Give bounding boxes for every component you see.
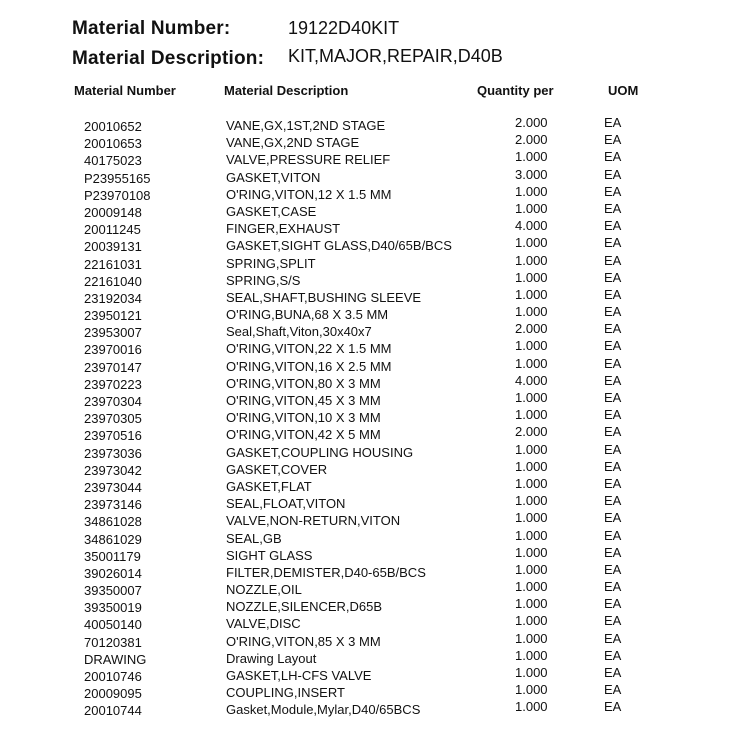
material-number-cell: 34861029 [84,531,142,547]
table-row [0,254,740,271]
table-row [0,150,740,167]
uom-cell: EA [604,458,622,474]
uom-cell: EA [604,218,622,234]
material-description-cell: SEAL,GB [226,530,282,546]
table-row [0,477,740,494]
uom-cell: EA [604,647,622,663]
material-number-cell: 20010744 [84,703,142,719]
uom-cell: EA [604,407,622,423]
uom-cell: EA [604,355,622,371]
quantity-cell: 1.000 [515,630,548,646]
material-number-cell: 22161031 [84,256,142,272]
material-number-cell: 20009148 [84,204,142,220]
material-number-cell: 40175023 [84,153,142,169]
material-description-cell: Gasket,Module,Mylar,D40/65BCS [226,702,421,718]
uom-cell: EA [604,441,622,457]
quantity-cell: 1.000 [515,699,548,715]
material-description-cell: SEAL,SHAFT,BUSHING SLEEVE [226,289,422,305]
table-row [0,133,740,150]
table-row [0,339,740,356]
material-description-cell: FILTER,DEMISTER,D40-65B/BCS [226,564,426,580]
table-row [0,322,740,339]
quantity-cell: 1.000 [515,355,548,371]
uom-cell: EA [604,579,622,595]
uom-cell: EA [604,424,622,440]
material-description-cell: FINGER,EXHAUST [226,221,341,237]
quantity-cell: 1.000 [515,613,548,629]
material-number-cell: 23970516 [84,428,142,444]
table-row [0,236,740,253]
material-number-cell: DRAWING [84,651,147,667]
quantity-cell: 1.000 [515,561,548,577]
uom-cell: EA [604,372,622,388]
table-row [0,374,740,391]
quantity-cell: 1.000 [515,252,548,268]
material-number-cell: 20011245 [84,222,141,238]
material-description-cell: GASKET,LH-CFS VALVE [226,668,372,683]
uom-cell: EA [604,510,622,526]
material-number-cell: 22161040 [84,273,142,289]
uom-cell: EA [604,321,622,337]
table-row [0,683,740,700]
quantity-cell: 2.000 [515,424,548,440]
parts-table [0,116,740,718]
table-row [0,649,740,666]
quantity-cell: 1.000 [515,286,548,302]
uom-cell: EA [604,115,622,130]
material-description-cell: VALVE,NON-RETURN,VITON [226,513,401,529]
uom-cell: EA [604,475,622,491]
material-description-cell: O'RING,VITON,12 X 1.5 MM [226,186,392,202]
uom-cell: EA [604,682,622,698]
material-description-cell: GASKET,COUPLING HOUSING [226,444,414,460]
table-row [0,202,740,219]
table-row [0,116,740,133]
uom-cell: EA [604,183,622,199]
material-description-cell: SIGHT GLASS [226,547,313,563]
table-row [0,305,740,322]
uom-cell: EA [604,699,622,715]
material-description-cell: SPRING,S/S [226,272,301,288]
uom-cell: EA [604,544,622,560]
quantity-cell: 1.000 [515,407,548,423]
material-number-label: Material Number: [72,18,231,39]
material-description-cell: GASKET,COVER [226,461,328,477]
material-description-cell: O'RING,VITON,10 X 3 MM [226,410,381,426]
table-row [0,219,740,236]
material-description-cell: Seal,Shaft,Viton,30x40x7 [226,324,372,340]
quantity-cell: 1.000 [515,149,548,165]
quantity-cell: 1.000 [515,235,548,251]
table-row [0,597,740,614]
table-row [0,288,740,305]
table-row [0,271,740,288]
column-header-material-description: Material Description [224,83,349,98]
quantity-cell: 1.000 [515,338,548,354]
material-number-cell: 23192034 [84,290,142,306]
uom-cell: EA [604,149,622,165]
quantity-cell: 1.000 [515,596,548,612]
uom-cell: EA [604,630,622,646]
material-description-cell: VALVE,PRESSURE RELIEF [226,152,391,168]
table-row [0,546,740,563]
uom-cell: EA [604,166,622,182]
quantity-cell: 2.000 [515,132,548,148]
quantity-cell: 1.000 [515,304,548,320]
column-header-quantity: Quantity per [477,83,554,98]
table-row [0,529,740,546]
quantity-cell: 1.000 [515,390,548,405]
quantity-cell: 1.000 [515,510,548,526]
quantity-cell: 1.000 [515,200,548,216]
quantity-cell: 1.000 [515,527,548,543]
table-row [0,425,740,442]
material-number-cell: 23953007 [84,325,142,341]
material-number-cell: 70120381 [84,634,142,650]
material-description-cell: O'RING,VITON,45 X 3 MM [226,393,381,408]
table-row [0,185,740,202]
quantity-cell: 1.000 [515,458,548,474]
material-description-cell: GASKET,CASE [226,203,317,219]
material-number-cell: 39026014 [84,565,142,581]
material-description-cell: GASKET,VITON [226,169,321,185]
table-row [0,168,740,185]
material-number-cell: 23950121 [84,308,142,324]
material-number-cell: 20010653 [84,136,142,152]
material-description-cell: O'RING,VITON,22 X 1.5 MM [226,341,392,357]
quantity-cell: 1.000 [515,269,548,285]
material-number-cell: 20010746 [84,669,142,684]
quantity-cell: 2.000 [515,115,548,130]
material-number-cell: 23973146 [84,497,142,513]
quantity-cell: 3.000 [515,166,548,182]
table-row [0,460,740,477]
material-number-cell: 40050140 [84,617,142,633]
uom-cell: EA [604,493,622,509]
material-description-cell: NOZZLE,SILENCER,D65B [226,599,383,615]
material-description-cell: O'RING,VITON,80 X 3 MM [226,375,381,391]
quantity-cell: 1.000 [515,682,548,698]
quantity-cell: 2.000 [515,321,548,337]
quantity-cell: 1.000 [515,475,548,491]
table-row [0,632,740,649]
material-number-cell: 35001179 [84,548,141,564]
table-row [0,580,740,597]
material-number-cell: 34861028 [84,514,142,530]
material-number-cell: 23970305 [84,411,142,427]
material-description-cell: SEAL,FLOAT,VITON [226,496,346,512]
table-row [0,494,740,511]
table-row [0,666,740,683]
material-number-value: 19122D40KIT [288,18,400,38]
quantity-cell: 1.000 [515,183,548,199]
column-header-material-number: Material Number [74,83,176,98]
uom-cell: EA [604,132,622,148]
material-number-cell: 23970016 [84,342,142,358]
material-number-cell: 23970223 [84,376,142,392]
table-row [0,700,740,717]
quantity-cell: 1.000 [515,579,548,595]
material-number-cell: 39350007 [84,583,142,599]
material-description-value: KIT,MAJOR,REPAIR,D40B [288,46,503,66]
uom-cell: EA [604,304,622,320]
quantity-cell: 1.000 [515,441,548,457]
uom-cell: EA [604,338,622,354]
material-number-cell: 23970304 [84,394,142,409]
table-row [0,357,740,374]
material-number-cell: 23973044 [84,479,142,495]
material-description-cell: Drawing Layout [226,650,317,666]
quantity-cell: 1.000 [515,493,548,509]
material-number-cell: 20010652 [84,119,142,134]
material-description-cell: O'RING,VITON,42 X 5 MM [226,427,381,443]
material-number-cell: 23973042 [84,462,142,478]
material-description-cell: O'RING,BUNA,68 X 3.5 MM [226,307,389,323]
table-row [0,443,740,460]
uom-cell: EA [604,269,622,285]
table-row [0,511,740,528]
uom-cell: EA [604,200,622,216]
material-number-cell: 20039131 [84,239,142,255]
table-row [0,408,740,425]
table-row [0,391,740,408]
material-number-cell: 39350019 [84,600,142,616]
material-description-label: Material Description: [72,48,265,69]
uom-cell: EA [604,286,622,302]
material-description-cell: SPRING,SPLIT [226,255,316,271]
material-description-cell: GASKET,FLAT [226,478,312,494]
uom-cell: EA [604,235,622,251]
quantity-cell: 1.000 [515,544,548,560]
uom-cell: EA [604,252,622,268]
material-description-cell: O'RING,VITON,85 X 3 MM [226,633,381,649]
material-number-cell: P23970108 [84,187,151,203]
material-number-cell: 23973036 [84,445,142,461]
table-row [0,614,740,631]
material-number-cell: P23955165 [84,170,151,186]
uom-cell: EA [604,596,622,612]
quantity-cell: 1.000 [515,647,548,663]
material-description-cell: O'RING,VITON,16 X 2.5 MM [226,358,392,374]
uom-cell: EA [604,665,622,680]
uom-cell: EA [604,390,622,405]
quantity-cell: 4.000 [515,372,548,388]
material-description-cell: VANE,GX,1ST,2ND STAGE [226,118,386,133]
material-number-cell: 20009095 [84,686,142,702]
material-number-cell: 23970147 [84,359,142,375]
material-description-cell: COUPLING,INSERT [226,685,345,701]
quantity-cell: 4.000 [515,218,548,234]
table-row [0,563,740,580]
material-description-cell: NOZZLE,OIL [226,582,302,598]
uom-cell: EA [604,561,622,577]
material-description-cell: VANE,GX,2ND STAGE [226,135,360,151]
quantity-cell: 1.000 [515,665,548,680]
uom-cell: EA [604,527,622,543]
material-description-cell: GASKET,SIGHT GLASS,D40/65B/BCS [226,238,452,254]
material-description-cell: VALVE,DISC [226,616,301,632]
uom-cell: EA [604,613,622,629]
column-header-uom: UOM [608,83,639,98]
